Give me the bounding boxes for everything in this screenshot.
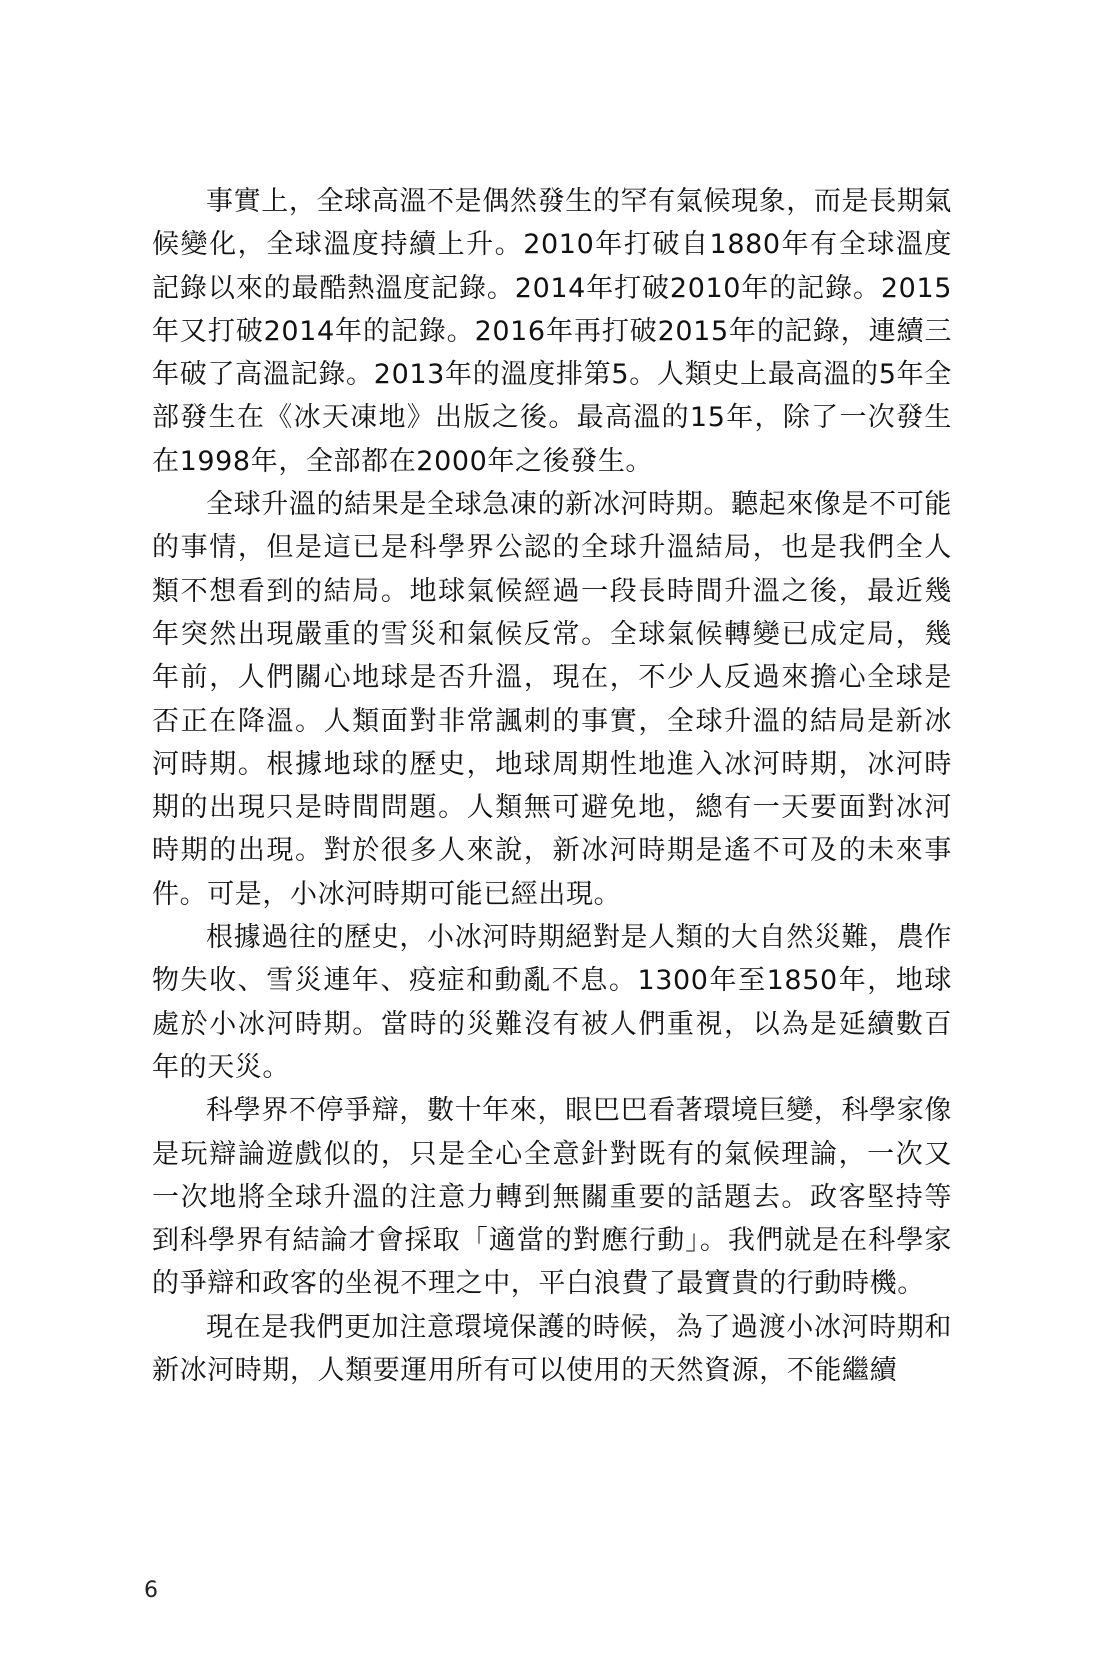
paragraph-5: 現在是我們更加注意環境保護的時候，為了過渡小冰河時期和新冰河時期，人類要運用所有可以使用的天然資源，不能繼續	[152, 1311, 952, 1387]
paragraph-4: 科學界不停爭辯，數十年來，眼巴巴看著環境巨變，科學家像是玩辯論遊戲似的，只是全心全意針對既有的氣候理論，一次又一次地將全球升溫的注意力轉到無關重要的話題去。政客堅持等到科學界有結論才會採取「適當的對應行動」。我們就是在科學家的爭辯和政客的坐視不理之中，平白浪費了最寶貴的行動時機。	[152, 1095, 952, 1300]
body-text	[152, 180, 952, 1392]
paragraph-1: 事實上，全球高溫不是偶然發生的罕有氣候現象，而是長期氣候變化，全球溫度持續上升。2010年打破自1880年有全球溫度記錄以來的最酷熱溫度記錄。2014年打破2010年的記錄。2015年又打破2014年的記錄。2016年再打破2015年的記錄，連續三年破了高溫記錄。2013年的溫度排第5。人類史上最高溫的5年全部發生在《冰天凍地》出版之後。最高溫的15年，除了一次發生在1998年，全部都在2000年之後發生。	[152, 186, 952, 477]
paragraph-3: 根據過往的歷史，小冰河時期絕對是人類的大自然災難，農作物失收、雪災連年、疫症和動亂不息。1300年至1850年，地球處於小冰河時期。當時的災難沒有被人們重視，以為是延續數百年的天災。	[152, 922, 952, 1083]
page-number: 6	[144, 1578, 158, 1603]
paragraph-2: 全球升溫的結果是全球急凍的新冰河時期。聽起來像是不可能的事情，但是這已是科學界公認的全球升溫結局，也是我們全人類不想看到的結局。地球氣候經過一段長時間升溫之後，最近幾年突然出現嚴重的雪災和氣候反常。全球氣候轉變已成定局，幾年前，人們關心地球是否升溫，現在，不少人反過來擔心全球是否正在降溫。人類面對非常諷刺的事實，全球升溫的結局是新冰河時期。根據地球的歷史，地球周期性地進入冰河時期，冰河時期的出現只是時間問題。人類無可避免地，總有一天要面對冰河時期的出現。對於很多人來說，新冰河時期是遙不可及的未來事件。可是，小冰河時期可能已經出現。	[152, 489, 952, 910]
